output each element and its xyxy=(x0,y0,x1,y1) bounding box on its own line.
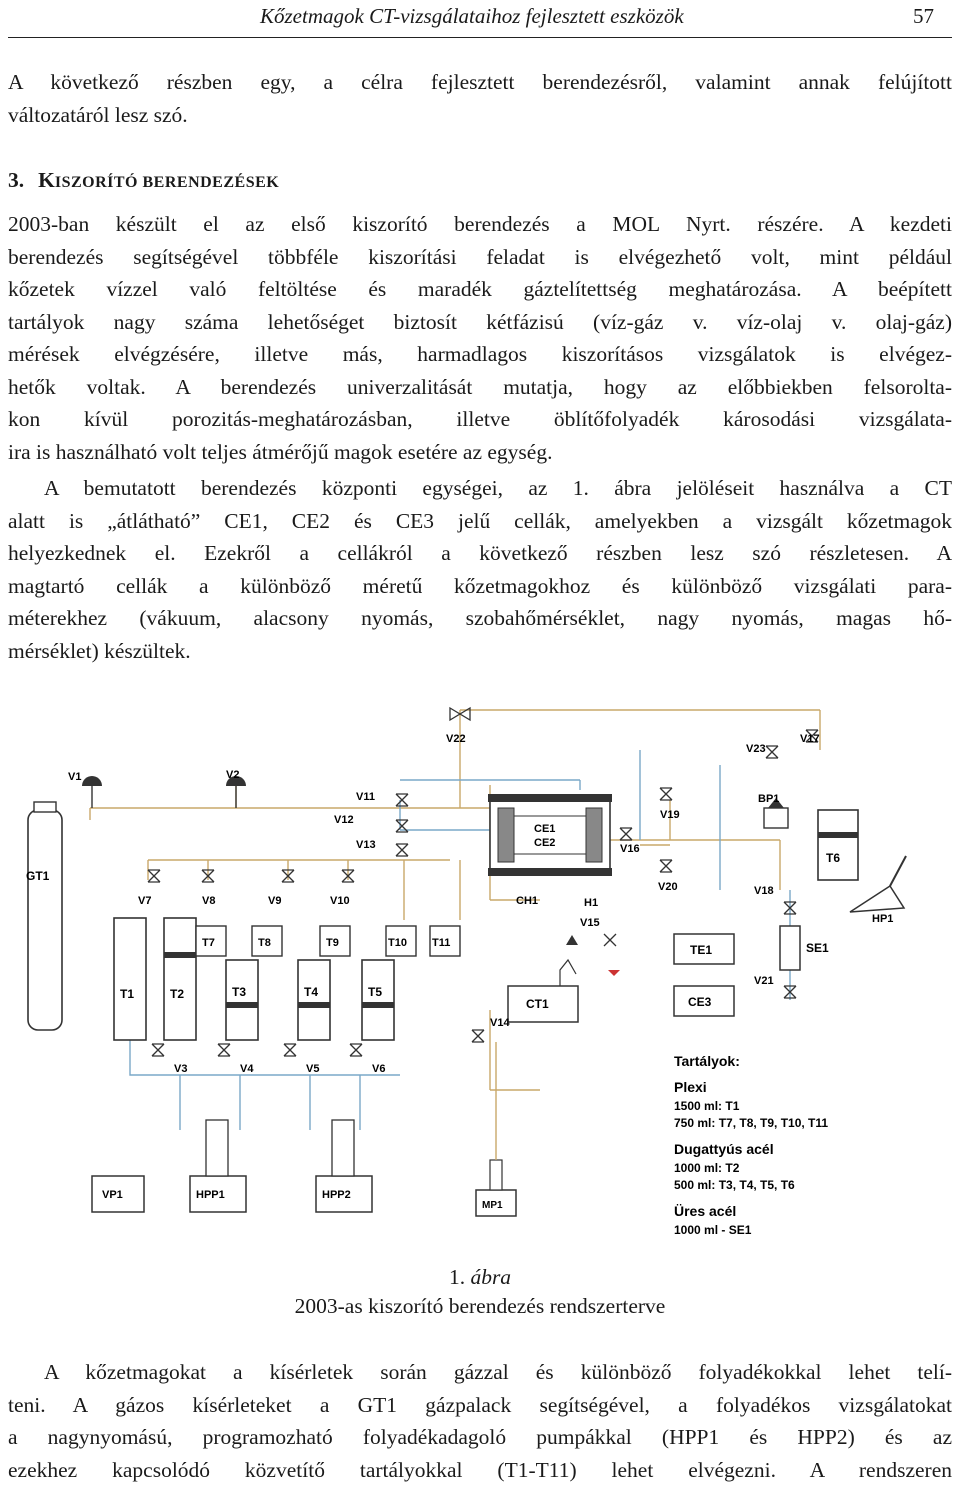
label-h1: H1 xyxy=(584,897,599,909)
label-v12: V12 xyxy=(334,814,354,826)
schematic-svg xyxy=(20,690,940,1250)
label-v9: V9 xyxy=(268,895,282,907)
label-v21: V21 xyxy=(754,975,774,987)
text-line: kőzetek vízzel való feltöltése és maradék gáztelítettség meghatározása. A beépített xyxy=(8,277,952,301)
paragraph-2 xyxy=(8,472,952,667)
valve-v15 xyxy=(604,934,616,946)
label-te1: TE1 xyxy=(690,943,713,957)
gas-bottle xyxy=(28,802,62,1030)
label-v8: V8 xyxy=(202,895,216,907)
label-v20: V20 xyxy=(658,881,678,893)
text-line: teni. A gázos kísérleteket a GT1 gázpalack segítségével, a folyadékos vizsgálatokat xyxy=(8,1392,952,1417)
label-ce2: CE2 xyxy=(534,837,556,849)
label-t9: T9 xyxy=(326,937,339,949)
label-v19: V19 xyxy=(660,809,680,821)
label-t3: T3 xyxy=(232,985,247,999)
label-v7: V7 xyxy=(138,895,152,907)
label-v4: V4 xyxy=(240,1063,254,1075)
legend-row: 1500 ml: T1 xyxy=(674,1099,740,1113)
legend-group-name: Üres acél xyxy=(674,1203,737,1219)
gas-bottle-label: GT1 xyxy=(26,869,50,883)
text-line: magtartó cellák a különböző méretű kőzetmagokhoz és különböző vizsgálati para- xyxy=(8,573,952,598)
label-bp1: BP1 xyxy=(758,793,780,805)
legend-row: 1000 ml - SE1 xyxy=(674,1223,752,1237)
section-heading xyxy=(8,164,279,199)
tank-t1 xyxy=(114,918,146,1040)
legend-row: 500 ml: T3, T4, T5, T6 xyxy=(674,1178,795,1192)
figure-caption: 2003-as kiszorító berendezés rendszerterve xyxy=(294,1294,666,1318)
tank-t6 xyxy=(818,810,858,880)
section-title-rest: ISZORÍTÓ BERENDEZÉSEK xyxy=(54,174,280,191)
figure-index: 1. xyxy=(448,1265,466,1289)
valve-row-lower xyxy=(152,1044,362,1056)
legend-row: 1000 ml: T2 xyxy=(674,1161,740,1175)
text-line: A kőzetmagokat a kísérletek során gázzal és különböző folyadékokkal lehet telí- xyxy=(44,1360,952,1384)
label-ce3: CE3 xyxy=(688,995,712,1009)
legend-title: Tartályok: xyxy=(674,1053,740,1069)
text-line: hetők voltak. A berendezés univerzalitását mutatja, hogy az előbbiekben felsorolta- xyxy=(8,374,952,399)
section-number: 3. xyxy=(8,168,25,192)
text-line: berendezés segítségével többféle kiszorítási feladat is elvégezhető volt, mint például xyxy=(8,244,952,269)
text-line: a nagynyomású, programozható folyadékadagoló pumpákkal (HPP1 és HPP2) és az xyxy=(8,1425,952,1449)
core-holder xyxy=(488,794,612,876)
legend-group-name: Plexi xyxy=(674,1079,707,1095)
label-mp1: MP1 xyxy=(482,1200,503,1211)
text-line: A következő részben egy, a célra fejlesztett berendezésről, valamint annak felújított xyxy=(8,70,952,94)
regulator-v1 xyxy=(82,776,102,808)
tank-t3 xyxy=(226,960,258,1040)
system-diagram xyxy=(20,690,940,1250)
label-t10: T10 xyxy=(388,937,407,949)
heater-arrow-icon xyxy=(566,935,578,945)
label-ce1: CE1 xyxy=(534,823,556,835)
label-v17: V17 xyxy=(800,733,820,745)
label-t4: T4 xyxy=(304,985,319,999)
section-title-initial: K xyxy=(38,168,55,192)
intro-paragraph xyxy=(8,66,952,131)
label-v10: V10 xyxy=(330,895,350,907)
text-line: alatt is „átlátható” CE1, CE2 és CE3 jelű cellák, amelyekben a vizsgált kőzetmagok xyxy=(8,508,952,533)
label-v5: V5 xyxy=(306,1063,320,1075)
legend-row: 750 ml: T7, T8, T9, T10, T11 xyxy=(674,1116,829,1130)
text-line: ira is használható volt teljes átmérőjű magok esetére az egység. xyxy=(8,439,553,464)
drain-arrow-icon xyxy=(608,970,620,976)
label-t8: T8 xyxy=(258,937,271,949)
tank-t5 xyxy=(362,960,394,1040)
label-v3: V3 xyxy=(174,1063,188,1075)
tank-t4 xyxy=(298,960,330,1040)
label-t5: T5 xyxy=(368,985,383,999)
label-v1: V1 xyxy=(68,771,82,783)
label-t1: T1 xyxy=(120,987,135,1001)
label-v23: V23 xyxy=(746,743,766,755)
valve-row-upper xyxy=(148,870,354,882)
paragraph-1 xyxy=(8,208,952,468)
label-v22: V22 xyxy=(446,733,466,745)
tank-t2 xyxy=(164,918,196,1040)
header-rule xyxy=(8,37,952,38)
label-hp1: HP1 xyxy=(872,913,894,925)
text-line: méterekhez (vákuum, alacsony nyomás, szobahőmérséklet, nagy nyomás, magas hő- xyxy=(8,606,952,630)
ct1-sensor-icon xyxy=(560,960,576,986)
label-v14: V14 xyxy=(490,1017,510,1029)
text-line: 2003-ban készült el az első kiszorító berendezés a MOL Nyrt. részére. A kezdeti xyxy=(8,212,952,236)
figure-word: ábra xyxy=(470,1265,512,1289)
paragraph-3 xyxy=(8,1356,952,1486)
label-v15: V15 xyxy=(580,917,600,929)
label-v13: V13 xyxy=(356,839,376,851)
label-hpp1: HPP1 xyxy=(196,1189,225,1201)
text-line: mérséklet) készültek. xyxy=(8,638,191,663)
text-line: ezekhez kapcsolódó közvetítő tartályokkal (T1-T11) lehet elvégezni. A rendszeren xyxy=(8,1457,952,1482)
tank-legend xyxy=(674,1053,828,1237)
valve-group-center xyxy=(396,794,408,856)
figure-number xyxy=(0,1265,960,1290)
label-ch1: CH1 xyxy=(516,895,539,907)
label-t11: T11 xyxy=(432,937,451,949)
text-line: kon kívül porozitás-meghatározásban, illetve öblítőfolyadék károsodási vizsgálata- xyxy=(8,407,952,431)
label-t2: T2 xyxy=(170,987,185,1001)
text-line: mérések elvégzésére, illetve más, harmadlagos kiszorításos vizsgálatok is elvégez- xyxy=(8,342,952,366)
label-t7: T7 xyxy=(202,937,215,949)
valve-v14 xyxy=(472,1030,484,1042)
label-ct1: CT1 xyxy=(526,997,549,1011)
legend-group-name: Dugattyús acél xyxy=(674,1141,774,1157)
label-v18: V18 xyxy=(754,885,774,897)
label-hpp2: HPP2 xyxy=(322,1189,351,1201)
label-v6: V6 xyxy=(372,1063,386,1075)
label-t6: T6 xyxy=(826,851,841,865)
label-v2: V2 xyxy=(226,769,240,781)
vessel-se1 xyxy=(780,926,800,970)
text-line: helyezkednek el. Ezekről a cellákról a következő részben lesz szó részletesen. A xyxy=(8,541,952,565)
text-line: tartályok nagy száma lehetőséget biztosít kétfázisú (víz-gáz v. víz-olaj v. olaj-gáz) xyxy=(8,309,952,334)
text-line: A bemutatott berendezés központi egységei, az 1. ábra jelöléseit használva a CT xyxy=(44,476,952,500)
label-v16: V16 xyxy=(620,843,640,855)
label-v11: V11 xyxy=(356,791,375,803)
label-vp1: VP1 xyxy=(102,1189,123,1201)
running-title: Kőzetmagok CT-vizsgálataihoz fejlesztett eszközök xyxy=(260,4,684,28)
page-number: 57 xyxy=(913,4,934,28)
text-line: változatáról lesz szó. xyxy=(8,102,188,127)
running-head xyxy=(8,0,952,34)
label-se1: SE1 xyxy=(806,941,829,955)
